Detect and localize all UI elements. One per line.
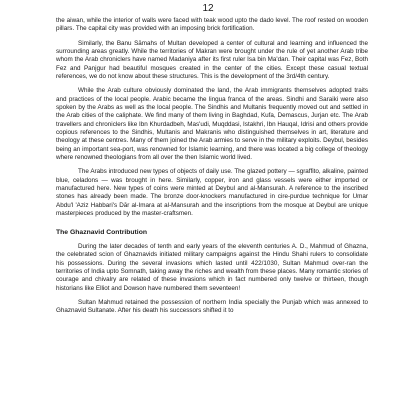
paragraph-aiwan: the aiwan, while the interior of walls were faced with teak wood upto the dado level. The roof rested on wooden pillars. The capital city was provided with an imposing brick fortification. <box>56 17 368 33</box>
paragraph-ghaznavid-campaigns: During the later decades of tenth and early years of the eleventh centuries A. D., Mahmud of Ghazna, the celebrated scion of Ghaznavids initiated military campaigns against the Hindu Shahi rulers to consolidate his possessions. During the several invasions which lasted until 422/1030, Sultan Mahmud over-ran the territories of India upto Somnath, taking away the riches and wealth from these places. Many romantic stories of courage and chivalry are related of these invasions which in fact numbered only twelve or thirteen, though historians like Elliot and Dowson have numbered them seventeen! <box>56 243 368 292</box>
page-body <box>56 17 368 316</box>
section-heading: The Ghaznavid Contribution <box>56 229 147 237</box>
paragraph-sultan-mahmud: Sultan Mahmud retained the possession of northern India specially the Punjab which was annexed to Ghaznavid Sultanate. After his death his successors shifted it to <box>56 299 368 315</box>
page-number: 12 <box>202 3 214 14</box>
paragraph-banu-samahs: Similarly, the Banu Sāmahs of Multan developed a center of cultural and learning and influenced the surrounding areas greatly. While the territories of Makran were brought under the rule of yet another Arab tribe whom the Arab chroniclers have named Madaniya after its first ruler Isa bin Ma'dan. Their capital was Fez, Both Fez and Panjgur had beautiful mosques created in the center of the cities. Except these casual textual references, we do not know about these structures. This is the development of the 3rd/4th century. <box>56 39 368 80</box>
paragraph-arab-objects: The Arabs introduced new types of objects of daily use. The glazed pottery — sgraffito, alkaline, painted blue, celadons — was brought in here. Similarly, copper, iron and glass vessels were either imported or manufactured here. New types of coins were minted at Deybul and al-Mansurah. A reference to the inscribed stones has already been made. The bronze door-knockers manufactured in cire-purdue technique for Umar Abdu'l 'Aziz Habbari's Dār al-Imara at al-Mansurah and the inscriptions from the mosque at Deybul are unique masterpieces produced by the master-craftsmen. <box>56 168 368 217</box>
paragraph-arab-culture: While the Arab culture obviously dominated the land, the Arab immigrants themselves adopted traits and practices of the local people. Arabic became the lingua franca of the areas. Sindhi and Saraiki were also spoken by the Arabs as well as the local people. The Sindhis and Multanis frequently moved out and settled in the Arab cities of the caliphate. We find many of them living in Baghdad, Kufa, Demascus, Jurjan etc. The Arab travellers and chroniclers like Ibn Khurdadbeh, Mas'udi, Muqddasi, Istakhri, Ibn Hauqal, Idrisi and others provide copious references to the Sindhis, Multanis and Makranis who distinguished themselves in art, literature and theology at these centres. Many of them joined the Arab armies to serve in the military exploits. Deybul, besides being an important sea-port, was renowned for Islamic learning, and there was located a big college of theology where renowned theologians from all over the then Islamic world lived. <box>56 87 369 161</box>
